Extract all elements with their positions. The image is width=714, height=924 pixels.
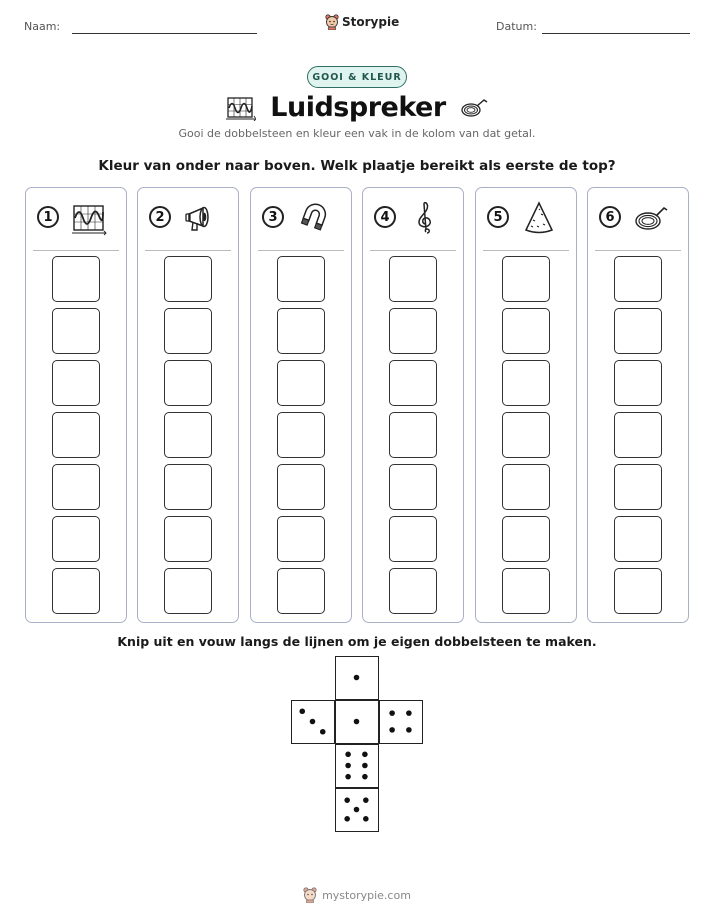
die-face-1	[335, 656, 379, 700]
die-pip	[389, 710, 395, 716]
die-pip	[354, 807, 360, 813]
color-cell[interactable]	[52, 308, 100, 354]
die-pip	[354, 719, 360, 725]
column-header	[363, 188, 463, 250]
die-pip	[320, 729, 326, 735]
color-cell[interactable]	[614, 568, 662, 614]
color-cell[interactable]	[277, 568, 325, 614]
color-cell[interactable]	[389, 464, 437, 510]
megaphone-icon	[183, 200, 219, 236]
column-number: 2	[149, 206, 171, 228]
column-header	[26, 188, 126, 250]
column-divider	[33, 250, 119, 251]
die-pip	[406, 710, 412, 716]
color-cell[interactable]	[52, 360, 100, 406]
oscilloscope-icon	[71, 200, 107, 236]
column-header	[588, 188, 688, 250]
die-pip	[389, 727, 395, 733]
column-number: 3	[262, 206, 284, 228]
column-divider	[370, 250, 456, 251]
color-cell[interactable]	[164, 568, 212, 614]
color-cell[interactable]	[389, 568, 437, 614]
magnet-icon	[296, 200, 332, 236]
die-pip	[345, 763, 351, 769]
title-row	[0, 92, 714, 123]
color-cell[interactable]	[164, 256, 212, 302]
color-cell[interactable]	[614, 516, 662, 562]
color-cell[interactable]	[389, 308, 437, 354]
die-pip	[406, 727, 412, 733]
column-5	[475, 187, 577, 623]
die-pip	[362, 763, 368, 769]
color-cell[interactable]	[52, 568, 100, 614]
date-label: Datum:	[496, 20, 537, 33]
color-cell[interactable]	[614, 308, 662, 354]
brand-logo	[325, 14, 399, 30]
storypie-mascot-icon	[325, 14, 339, 30]
column-header	[138, 188, 238, 250]
column-number: 1	[37, 206, 59, 228]
column-divider	[595, 250, 681, 251]
color-cell[interactable]	[164, 464, 212, 510]
die-pip	[344, 797, 350, 803]
color-cell[interactable]	[614, 412, 662, 458]
name-label: Naam:	[24, 20, 61, 33]
color-cell[interactable]	[389, 256, 437, 302]
color-cell[interactable]	[502, 516, 550, 562]
treble-clef-icon	[408, 200, 444, 236]
column-divider	[258, 250, 344, 251]
subtitle: Gooi de dobbelsteen en kleur een vak in de kolom van dat getal.	[178, 127, 536, 140]
brand-name: Storypie	[342, 15, 400, 29]
column-2	[137, 187, 239, 623]
oscilloscope-icon	[226, 95, 256, 121]
die-face-6	[335, 744, 379, 788]
column-4	[362, 187, 464, 623]
color-cell[interactable]	[52, 412, 100, 458]
cone-icon	[521, 200, 557, 236]
column-divider	[145, 250, 231, 251]
die-pip	[344, 816, 350, 822]
cut-instruction: Knip uit en vouw langs de lijnen om je eigen dobbelsteen te maken.	[117, 634, 597, 649]
coiled-cable-icon	[633, 200, 669, 236]
column-number: 4	[374, 206, 396, 228]
color-cell[interactable]	[164, 516, 212, 562]
color-cell[interactable]	[52, 516, 100, 562]
column-3	[250, 187, 352, 623]
coiled-cable-icon	[460, 97, 488, 119]
color-cell[interactable]	[502, 412, 550, 458]
color-cell[interactable]	[502, 568, 550, 614]
die-pip	[299, 708, 305, 714]
die-pip	[363, 816, 369, 822]
page-title: Luidspreker	[270, 92, 446, 123]
color-cell[interactable]	[277, 308, 325, 354]
color-cell[interactable]	[389, 516, 437, 562]
color-cell[interactable]	[52, 256, 100, 302]
die-face-3	[291, 700, 335, 744]
color-cell[interactable]	[502, 308, 550, 354]
die-pip	[345, 752, 351, 758]
column-1	[25, 187, 127, 623]
column-number: 6	[599, 206, 621, 228]
footer-url[interactable]: mystorypie.com	[322, 888, 411, 902]
color-cell[interactable]	[164, 412, 212, 458]
color-cell[interactable]	[614, 360, 662, 406]
die-pip	[362, 752, 368, 758]
color-cell[interactable]	[164, 308, 212, 354]
column-header	[476, 188, 576, 250]
date-line[interactable]	[542, 33, 690, 34]
storypie-mascot-icon	[303, 887, 317, 903]
color-cell[interactable]	[614, 256, 662, 302]
color-cell[interactable]	[52, 464, 100, 510]
column-divider	[483, 250, 569, 251]
color-cell[interactable]	[389, 360, 437, 406]
column-number: 5	[487, 206, 509, 228]
color-cell[interactable]	[164, 360, 212, 406]
color-cell[interactable]	[502, 256, 550, 302]
die-pip	[362, 774, 368, 780]
color-cell[interactable]	[502, 360, 550, 406]
color-cell[interactable]	[502, 464, 550, 510]
die-face-5	[335, 788, 379, 832]
die-face-4	[379, 700, 423, 744]
instruction: Kleur van onder naar boven. Welk plaatje bereikt als eerste de top?	[98, 158, 616, 174]
color-cell[interactable]	[277, 412, 325, 458]
color-cell[interactable]	[277, 464, 325, 510]
footer	[0, 887, 714, 903]
color-cell[interactable]	[614, 464, 662, 510]
die-pip	[354, 675, 360, 681]
color-cell[interactable]	[277, 256, 325, 302]
die-face-1	[335, 700, 379, 744]
activity-badge: GOOI & KLEUR	[307, 66, 407, 88]
column-6	[587, 187, 689, 623]
die-pip	[310, 719, 316, 725]
die-pip	[345, 774, 351, 780]
color-cell[interactable]	[277, 516, 325, 562]
color-cell[interactable]	[389, 412, 437, 458]
die-pip	[363, 797, 369, 803]
column-header	[251, 188, 351, 250]
name-line[interactable]	[72, 33, 257, 34]
color-cell[interactable]	[277, 360, 325, 406]
